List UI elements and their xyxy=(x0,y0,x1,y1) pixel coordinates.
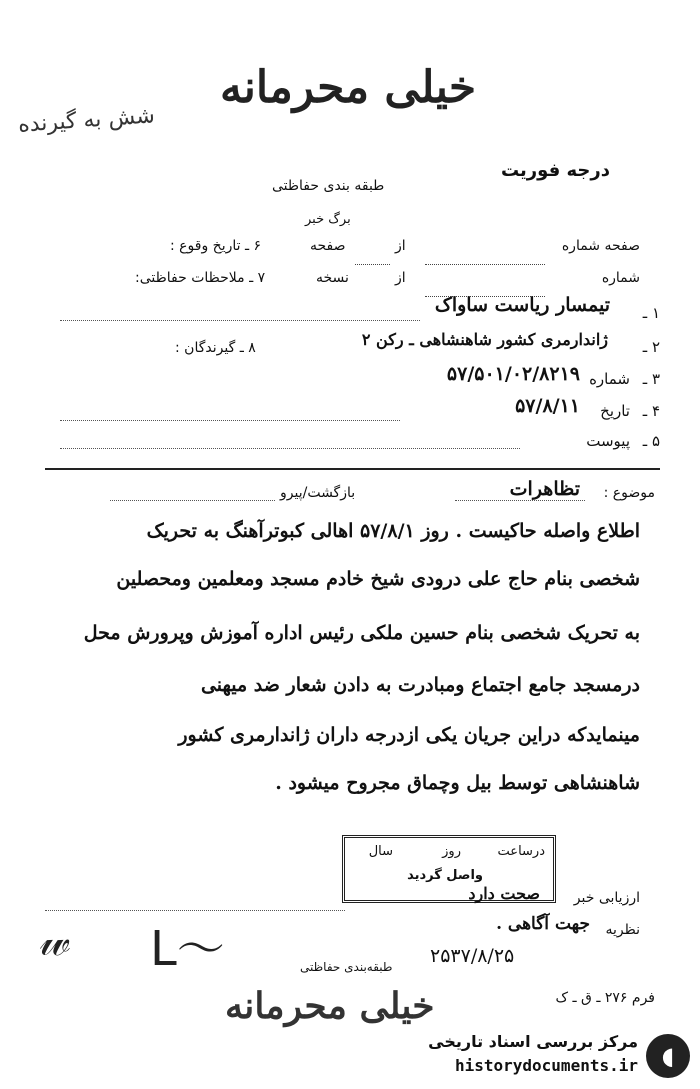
item-1-value: تیمسار ریاست ساواک xyxy=(434,294,610,316)
item-4-num: ۴ ـ xyxy=(642,402,660,420)
subject-value: تظاهرات xyxy=(509,478,580,500)
urgency-label: درجه فوریت xyxy=(500,160,610,181)
body-line-1: اطلاع واصله حاکیست . روز ۵۷/۸/۱ اهالی کبوترآهنگ به تحریک xyxy=(146,520,640,542)
watermark-url: historydocuments.ir xyxy=(454,1056,638,1075)
copy-from-label: از xyxy=(395,270,406,286)
body-line-4: درمسجد جامع اجتماع ومبادرت به دادن شعار ضد میهنی xyxy=(200,674,640,696)
body-line-6: شاهنشاهی توسط بیل وچماق مجروح میشود . xyxy=(275,772,640,794)
handwritten-date: ۲۵۳۷/۸/۲۵ xyxy=(430,945,515,967)
classification-title: طبقه بندی حفاظتی xyxy=(272,178,385,194)
assessment-value: صحت دارد xyxy=(468,884,540,903)
body-line-3: به تحریک شخصی بنام حسین ملکی رئیس اداره آموزش وپرورش محل xyxy=(83,622,640,644)
recipients-label: ۸ ـ گیرندگان : xyxy=(175,340,256,356)
item-5-label: پیوست xyxy=(586,432,630,450)
body-line-5: مینمایدکه دراین جریان یکی ازدرجه داران ژاندارمری کشور xyxy=(178,724,640,746)
received-day-label: روز xyxy=(442,844,461,859)
opinion-value: جهت آگاهی . xyxy=(496,914,590,934)
item-4-value: ۵۷/۸/۱۱ xyxy=(515,395,580,417)
item-3-num: ۳ ـ xyxy=(642,370,660,388)
signature-1: 〜ᒪ xyxy=(150,921,225,977)
item-2-value: ژاندارمری کشور شاهنشاهی ـ رکن ۲ xyxy=(361,330,608,349)
watermark xyxy=(410,1030,690,1085)
copy-label: نسخه xyxy=(316,270,349,286)
archive-logo-icon: ◖ xyxy=(646,1034,690,1078)
item-3-value: ۵۷/۵۰۱/۰۲/۸۲۱۹ xyxy=(446,363,580,385)
watermark-title: مرکز بررسی اسناد تاریخی xyxy=(428,1032,638,1051)
handwritten-note: شش به گیرنده xyxy=(17,103,156,138)
form-number: فرم ۲۷۶ ـ ق ـ ک xyxy=(555,990,655,1006)
date-of-event-label: ۶ ـ تاریخ وقوع : xyxy=(170,238,262,254)
subject-label: موضوع : xyxy=(603,485,655,501)
item-4-label: تاریخ xyxy=(600,402,630,420)
received-year-label: سال xyxy=(368,844,393,859)
security-notes-label: ۷ ـ ملاحظات حفاظتی: xyxy=(135,270,266,286)
from-label: از xyxy=(395,238,406,254)
signature-2: 𝓌 xyxy=(40,915,71,966)
item-5-num: ۵ ـ xyxy=(642,432,660,450)
item-1-num: ۱ ـ xyxy=(642,304,660,322)
assessment-label: ارزیابی خبر xyxy=(573,890,640,906)
classification-stamp-top: خیلی محرمانه xyxy=(220,62,477,113)
received-hour-label: درساعت xyxy=(497,844,545,859)
footer-classification-title: طبقه‌بندی حفاظتی xyxy=(300,960,393,974)
followup-label: بازگشت/پیرو xyxy=(280,485,356,501)
page-number-label: صفحه شماره xyxy=(561,238,640,254)
sheet-title: برگ خبر xyxy=(305,212,351,227)
page-label: صفحه xyxy=(310,238,346,254)
copy-number-label: شماره xyxy=(601,270,640,286)
classification-stamp-bottom: خیلی محرمانه xyxy=(225,985,435,1027)
body-line-2: شخصی بنام حاج علی درودی شیخ خادم مسجد ومعلمین ومحصلین xyxy=(116,568,640,590)
received-label: واصل گردید xyxy=(407,868,483,883)
item-3-label: شماره xyxy=(589,370,630,388)
opinion-label: نظریه xyxy=(605,922,640,938)
item-2-num: ۲ ـ xyxy=(642,338,660,356)
